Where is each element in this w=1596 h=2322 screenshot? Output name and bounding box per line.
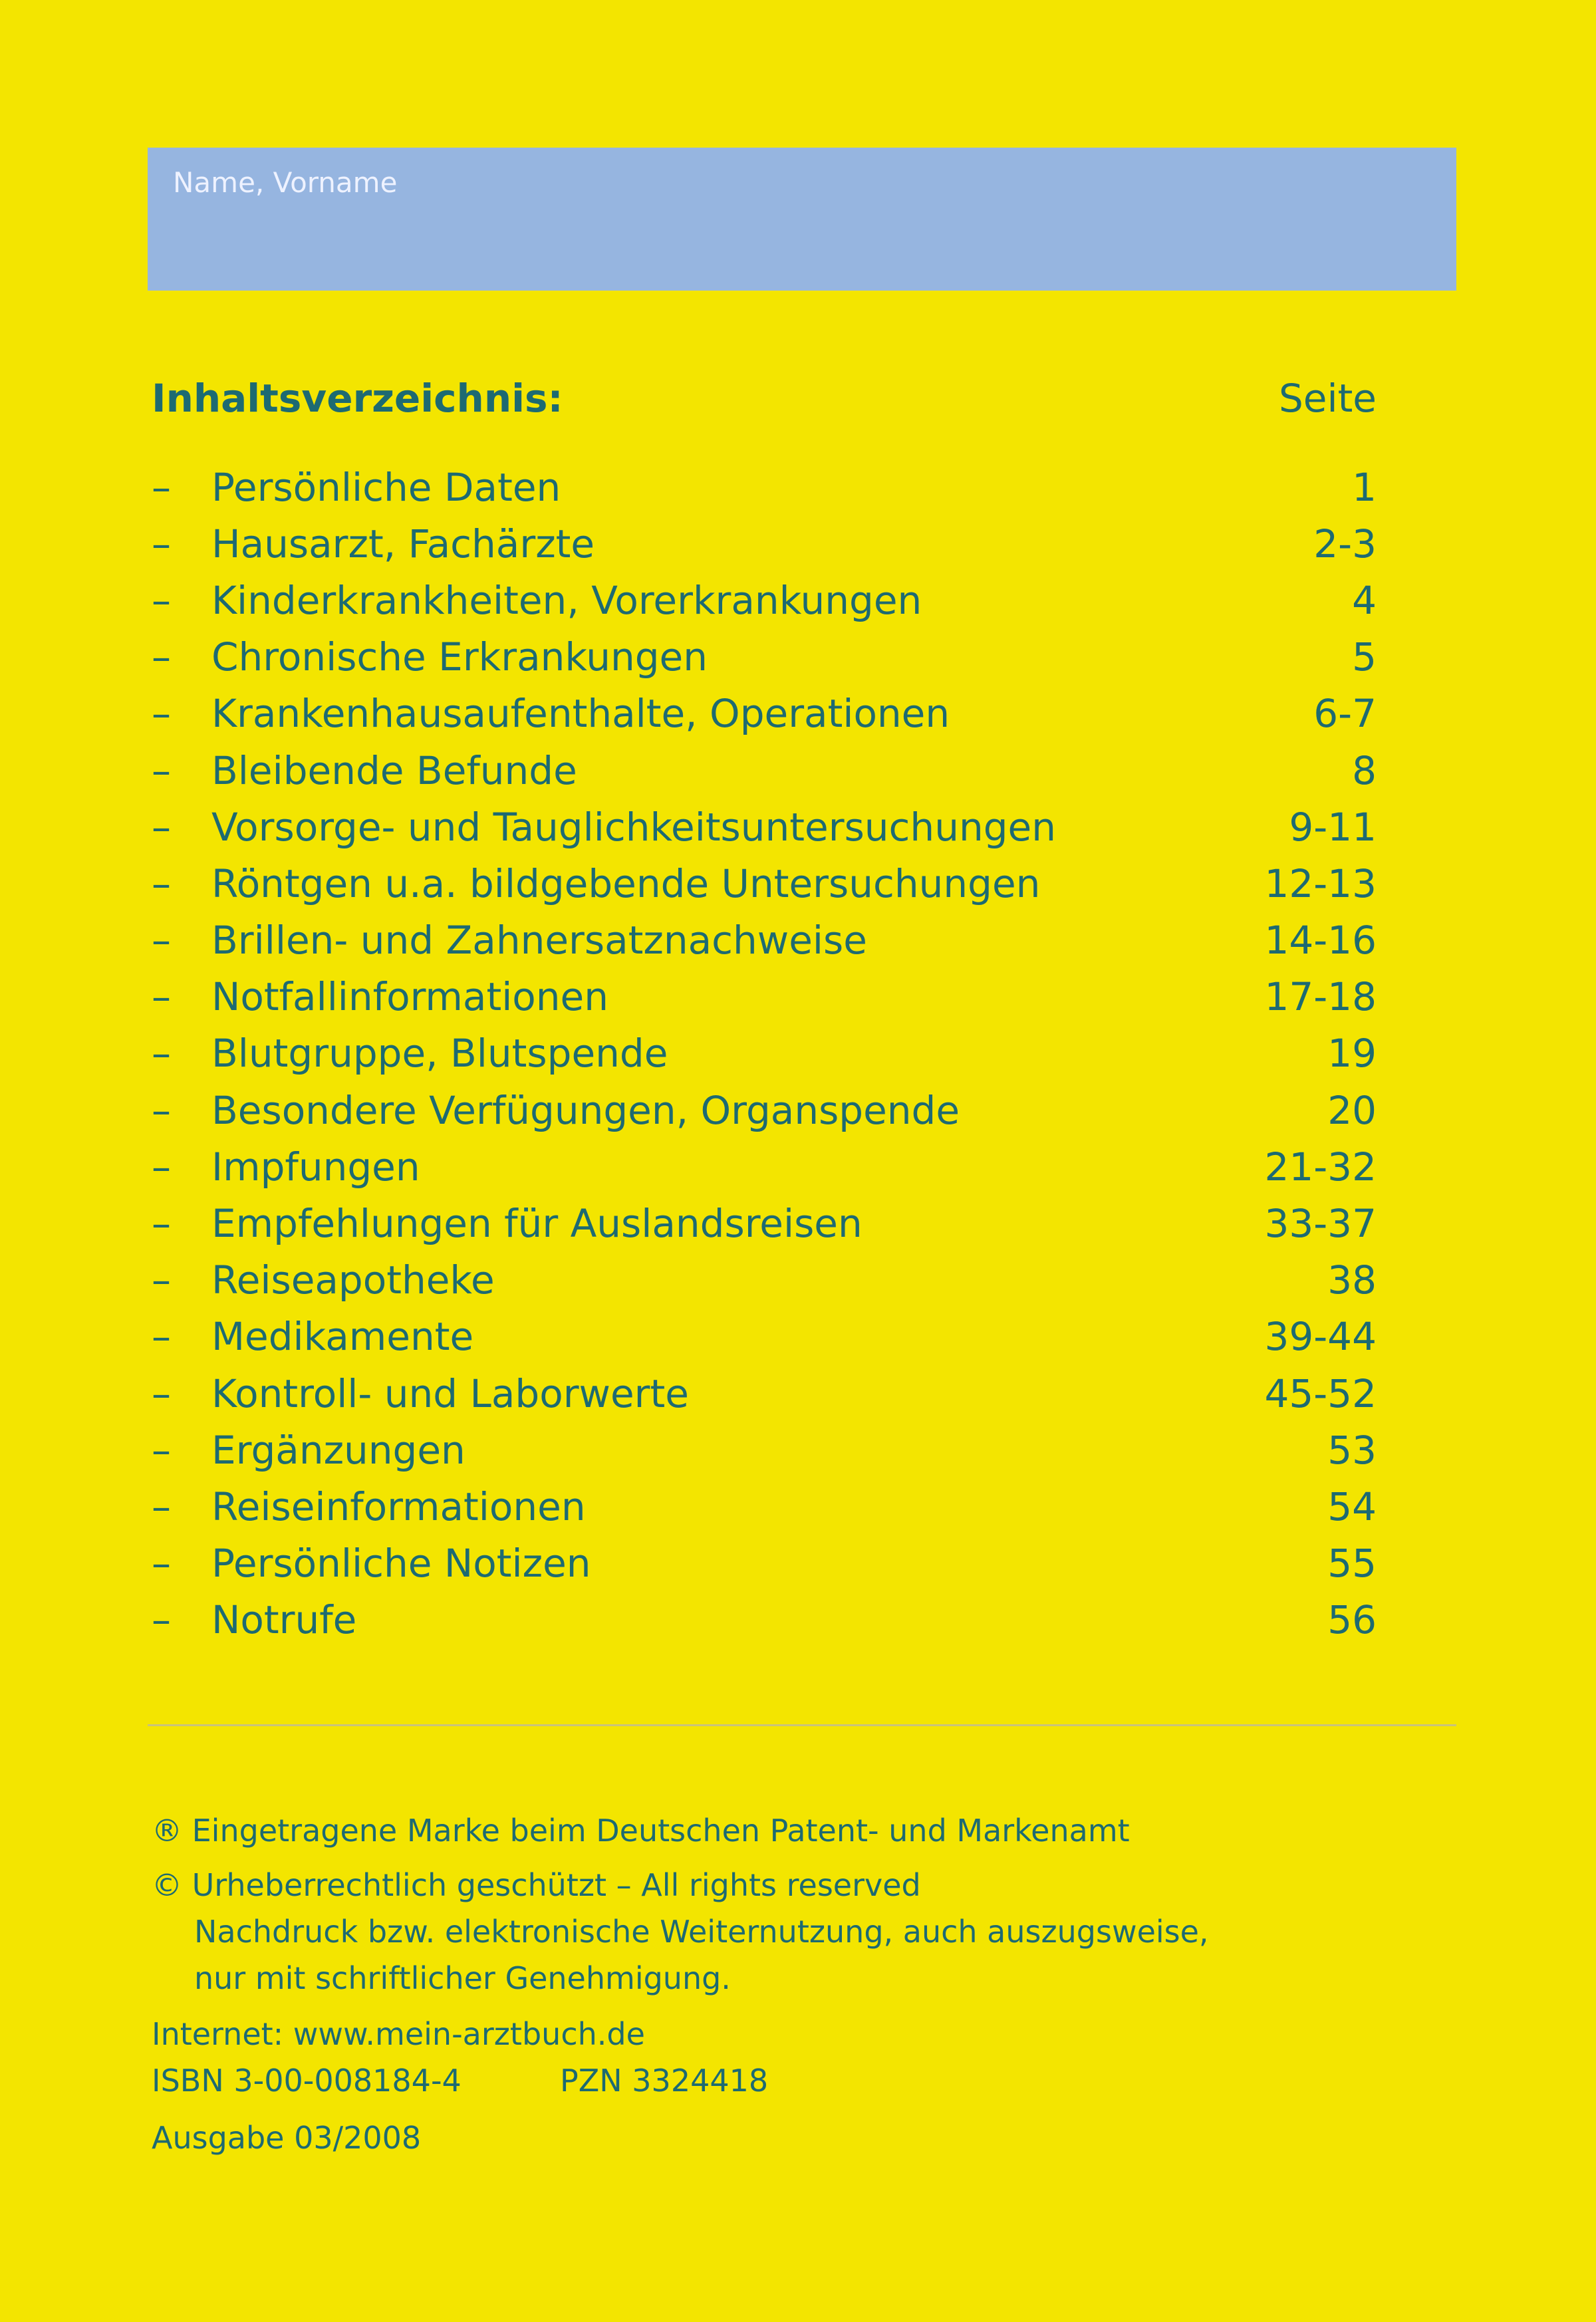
toc-entry-label: Reiseapotheke (211, 1257, 495, 1303)
edition: Ausgabe 03/2008 (152, 2120, 422, 2156)
toc-entry-label: Reiseinformationen (211, 1484, 586, 1529)
bullet-dash: – (152, 974, 171, 1020)
toc-entry[interactable] (152, 1422, 1377, 1478)
toc-entry[interactable] (152, 855, 1377, 912)
bullet-dash: – (152, 464, 171, 510)
toc-entry-label: Medikamente (211, 1314, 474, 1360)
bullet-dash: – (152, 747, 171, 793)
toc-entry-label: Hausarzt, Fachärzte (211, 521, 595, 567)
toc-entry-page: 17-18 (1264, 974, 1377, 1020)
toc-entry-label: Notrufe (211, 1597, 357, 1643)
toc-entry-label: Persönliche Notizen (211, 1541, 591, 1587)
toc-entry-page: 19 (1327, 1031, 1377, 1077)
toc-entry-page: 6-7 (1313, 691, 1377, 737)
table-of-contents (152, 459, 1377, 1648)
toc-entry[interactable] (152, 629, 1377, 686)
toc-page-header: Seite (1278, 376, 1377, 421)
toc-entry-label: Kontroll- und Laborwerte (211, 1370, 689, 1416)
toc-entry[interactable] (152, 1309, 1377, 1365)
toc-entry-label: Notfallinformationen (211, 974, 608, 1020)
toc-entry-label: Impfungen (211, 1144, 420, 1190)
toc-entry-label: Empfehlungen für Auslandsreisen (211, 1201, 863, 1247)
toc-entry[interactable] (152, 1252, 1377, 1309)
bullet-dash: – (152, 1541, 171, 1587)
bullet-dash: – (152, 1427, 171, 1473)
toc-entry[interactable] (152, 1365, 1377, 1422)
toc-entry[interactable] (152, 799, 1377, 855)
toc-entry[interactable] (152, 686, 1377, 742)
bullet-dash: – (152, 804, 171, 850)
toc-entry-page: 53 (1327, 1427, 1377, 1473)
toc-entry-page: 20 (1327, 1087, 1377, 1133)
bullet-dash: – (152, 691, 171, 737)
toc-entry-page: 9-11 (1289, 804, 1377, 850)
toc-entry-page: 21-32 (1264, 1144, 1377, 1190)
toc-entry-label: Besondere Verfügungen, Organspende (211, 1087, 960, 1133)
bullet-dash: – (152, 634, 171, 680)
toc-entry-page: 33-37 (1264, 1201, 1377, 1247)
bullet-dash: – (152, 1484, 171, 1529)
toc-entry-page: 54 (1327, 1484, 1377, 1529)
bullet-dash: – (152, 1087, 171, 1133)
toc-entry-label: Brillen- und Zahnersatznachweise (211, 918, 867, 964)
bullet-dash: – (152, 1257, 171, 1303)
toc-entry[interactable] (152, 1535, 1377, 1592)
bullet-dash: – (152, 860, 171, 906)
toc-entry-label: Bleibende Befunde (211, 747, 577, 793)
toc-entry-page: 14-16 (1264, 918, 1377, 964)
reprint-note-1: Nachdruck bzw. elektronische Weiternutzung, auch auszugsweise, (194, 1914, 1209, 1950)
toc-title: Inhaltsverzeichnis: (152, 376, 563, 421)
toc-entry[interactable] (152, 742, 1377, 799)
toc-entry-page: 1 (1352, 464, 1377, 510)
toc-entry[interactable] (152, 572, 1377, 628)
bullet-dash: – (152, 521, 171, 567)
toc-entry-page: 45-52 (1264, 1370, 1377, 1416)
toc-entry-page: 2-3 (1313, 521, 1377, 567)
toc-entry-page: 12-13 (1264, 860, 1377, 906)
toc-entry[interactable] (152, 1082, 1377, 1138)
bullet-dash: – (152, 1144, 171, 1190)
bullet-dash: – (152, 1370, 171, 1416)
toc-entry-page: 55 (1327, 1541, 1377, 1587)
toc-entry-label: Ergänzungen (211, 1427, 466, 1473)
trademark-note: ® Eingetragene Marke beim Deutschen Patent- und Markenamt (152, 1813, 1130, 1849)
toc-entry-label: Röntgen u.a. bildgebende Untersuchungen (211, 860, 1041, 906)
toc-entry-label: Vorsorge- und Tauglichkeitsuntersuchungen (211, 804, 1056, 850)
bullet-dash: – (152, 1314, 171, 1360)
copyright-note: © Urheberrechtlich geschützt – All rights reserved (152, 1867, 921, 1903)
toc-entry-page: 4 (1352, 577, 1377, 623)
name-field-label: Name, Vorname (173, 166, 398, 199)
toc-entry[interactable] (152, 1138, 1377, 1195)
toc-entry[interactable] (152, 912, 1377, 969)
toc-entry-label: Blutgruppe, Blutspende (211, 1031, 668, 1077)
bullet-dash: – (152, 577, 171, 623)
divider (148, 1724, 1456, 1726)
toc-entry-page: 56 (1327, 1597, 1377, 1643)
toc-entry[interactable] (152, 969, 1377, 1025)
toc-entry[interactable] (152, 1592, 1377, 1648)
toc-entry-page: 39-44 (1264, 1314, 1377, 1360)
toc-heading (152, 376, 1377, 421)
isbn: ISBN 3-00-008184-4 (152, 2063, 462, 2099)
bullet-dash: – (152, 918, 171, 964)
pzn: PZN 3324418 (560, 2063, 769, 2099)
toc-entry-label: Persönliche Daten (211, 464, 561, 510)
toc-entry-label: Krankenhausaufenthalte, Operationen (211, 691, 950, 737)
toc-entry[interactable] (152, 515, 1377, 572)
toc-entry[interactable] (152, 459, 1377, 515)
toc-entry[interactable] (152, 1478, 1377, 1535)
internet-link[interactable]: Internet: www.mein-arztbuch.de (152, 2016, 645, 2052)
toc-entry[interactable] (152, 1025, 1377, 1082)
reprint-note-2: nur mit schriftlicher Genehmigung. (194, 1960, 731, 1996)
bullet-dash: – (152, 1201, 171, 1247)
bullet-dash: – (152, 1597, 171, 1643)
toc-entry-label: Chronische Erkrankungen (211, 634, 708, 680)
toc-entry-label: Kinderkrankheiten, Vorerkrankungen (211, 577, 922, 623)
toc-entry[interactable] (152, 1195, 1377, 1251)
name-field[interactable] (148, 148, 1456, 291)
bullet-dash: – (152, 1031, 171, 1077)
toc-entry-page: 8 (1352, 747, 1377, 793)
toc-entry-page: 5 (1352, 634, 1377, 680)
toc-entry-page: 38 (1327, 1257, 1377, 1303)
